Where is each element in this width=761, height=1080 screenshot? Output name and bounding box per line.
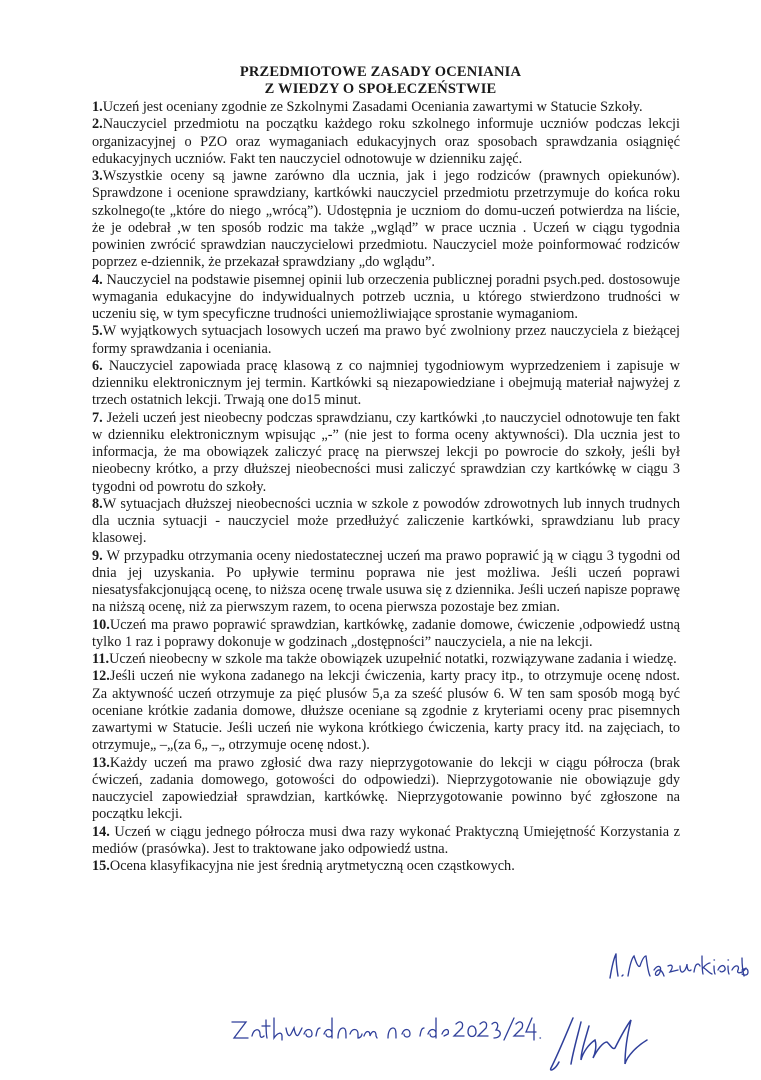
approval-note [228, 1012, 548, 1052]
rule-text: Nauczyciel zapowiada pracę klasową z co najmniej tygodniowym wyprzedzeniem i zapisuje w dzienniku elektronicznym jej termin. Kartkówki są niezapowiedziane i obejmują materiał najwyżej z trzech ostatnich lekcji. Trwają one do15 minut. [92, 357, 680, 409]
rule-item [92, 755, 680, 824]
rule-number: 7. [92, 409, 103, 426]
rule-number: 2. [92, 116, 103, 133]
rule-text: Nauczyciel przedmiotu na początku każdego roku szkolnego informuje uczniów podczas lekcji organizacyjnej o PZO oraz wymaganiach edukacyjnych oraz sposobach sprawdzania osiągnięć edukacyjnych uczniów. Fakt ten nauczyciel odnotowuje w dzienniku zajęć. [92, 116, 680, 167]
rule-text: Nauczyciel na podstawie pisemnej opinii lub orzeczenia publicznej poradni psych.ped. dostosowuje wymagania edukacyjne do indywidualnych potrzeb ucznia, u którego stwierdzono trudności w uczeniu się, w tym specyficzne trudności uniemożliwiające sprostanie wymaganiom. [92, 271, 680, 322]
rule-text: Wszystkie oceny są jawne zarówno dla ucznia, jak i jego rodziców (prawnych opiekunów). Sprawdzone i ocenione sprawdziany, kartkówki nauczyciel przedmiotu przetrzymuje do końca roku szkolnego(te „które do niego „wrócą”). Udostępnia je uczniom do domu-uczeń potwierdza na liście, że je odebrał ,w ten sposób rodzic ma także „wgląd” w prace ucznia . Uczeń w ciągu tygodnia powinien zwrócić sprawdzian nauczycielowi przedmiotu. Nauczyciel może poinformować rodziców poprzez e-dziennik, że przekazał sprawdziany „do wglądu”. [92, 168, 680, 271]
rule-item [92, 323, 680, 358]
rule-number: 11. [92, 651, 110, 667]
rule-item [92, 496, 680, 548]
rule-item [92, 99, 680, 116]
document-title-line-1: PRZEDMIOTOWE ZASADY OCENIANIA [239, 64, 522, 80]
rule-item [92, 858, 680, 875]
rule-item [92, 548, 680, 617]
rule-number: 9. [92, 547, 103, 564]
rule-number: 15. [92, 858, 110, 874]
rule-number: 5. [92, 323, 103, 340]
rule-item [92, 358, 680, 410]
rule-item [92, 272, 680, 324]
rule-text: W sytuacjach dłuższej nieobecności ucznia w szkole z powodów zdrowotnych lub innych trudnych dla ucznia sytuacji - nauczyciel może przedłużyć zaliczenie kartkówki, sprawdzianu lub pracy klasowej. [92, 495, 680, 547]
document-title-line-2: Z WIEDZY O SPOŁECZEŃSTWIE [264, 81, 497, 97]
rule-number: 3. [92, 168, 103, 184]
rule-number: 8. [92, 495, 103, 512]
approver-signature [545, 1012, 655, 1074]
rule-number: 4. [92, 271, 103, 288]
rule-text: Uczeń jest oceniany zgodnie ze Szkolnymi Zasadami Oceniania zawartymi w Statucie Szkoły. [102, 99, 643, 115]
rule-text: Uczeń ma prawo poprawić sprawdzian, kartkówkę, zadanie domowe, ćwiczenie ,odpowiedź ustną tylko 1 raz i poprawy dokonuje w godzinach „dostępności” nauczyciela, a nie na lekcji. [92, 616, 680, 650]
rule-text: W wyjątkowych sytuacjach losowych uczeń ma prawo być zwolniony przez nauczyciela z bieżącej formy sprawdzania i oceniania. [92, 323, 680, 357]
rule-text: Jeśli uczeń nie wykona zadanego na lekcji ćwiczenia, karty pracy itp., to otrzymuje ocenę ndost. Za aktywność uczeń otrzymuje za pięć plusów 5,a za sześć plusów 6. W ten sam sposób mogą być oceniane krótkie zadania domowe, dłuższe oceniane są zgodnie z kryteriami oceny prac pisemnych zawartymi w Statucie. Jeśli uczeń nie wykona krótkiego ćwiczenia, karty pracy itd. na zajęciach, to otrzymuje„ –„(za 6„ –„ otrzymuje ocenę ndost.). [92, 668, 680, 754]
rule-item [92, 410, 680, 496]
teacher-signature [604, 948, 754, 984]
rule-number: 14. [92, 823, 110, 840]
rule-item [92, 116, 680, 168]
rule-item [92, 168, 680, 272]
rule-text: Każdy uczeń ma prawo zgłosić dwa razy nieprzygotowanie do lekcji w ciągu półrocza (brak ćwiczeń, zadania domowego, gotowości do odpowiedzi). Nieprzygotowanie nie obowiązuje gdy nauczyciel zapowiedział sprawdzian, kartkówkę. Nieprzygotowanie powinno być zgłoszone na początku lekcji. [92, 754, 680, 823]
rule-number: 6. [92, 357, 103, 374]
rule-number: 1. [92, 99, 103, 115]
rule-text: Jeżeli uczeń jest nieobecny podczas sprawdzianu, czy kartkówki ,to nauczyciel odnotowuje ten fakt w dzienniku elektronicznym wpisując „-” (nie jest to forma oceny aktywności). Dla ucznia jest to informacja, że ma obowiązek zaliczyć pracę na pierwszej lekcji po powrocie do szkoły, jeśli był nieobecny krótko, a przy dłuższej nieobecności musi zaliczyć sprawdzian czy kartkówkę w ciągu 3 tygodni od powrotu do szkoły. [92, 409, 680, 495]
rule-item [92, 617, 680, 652]
rule-item [92, 668, 680, 754]
rule-text: Ocena klasyfikacyjna nie jest średnią arytmetyczną ocen cząstkowych. [109, 858, 515, 874]
rule-text: W przypadku otrzymania oceny niedostatecznej uczeń ma prawo poprawić ją w ciągu 3 tygodni od dnia jej uzyskania. Po upływie terminu poprawa nie jest możliwa. Jeśli uczeń poprawi niesatysfakcjonującą ocenę, to niższa ocenę trwale usuwa się z dziennika. Jeśli uczeń napisze poprawę na niższą ocenę, niż za pierwszym razem, to ocena pierwsza pozostaje bez zmian. [92, 547, 680, 616]
rule-text: Uczeń nieobecny w szkole ma także obowiązek uzupełnić notatki, rozwiązywane zadania i wiedzę. [109, 651, 677, 667]
rules-list [92, 99, 680, 875]
rule-number: 10. [92, 616, 110, 633]
rule-item [92, 651, 680, 668]
rule-number: 12. [92, 668, 110, 685]
rule-number: 13. [92, 754, 110, 771]
rule-item [92, 824, 680, 859]
rule-text: Uczeń w ciągu jednego półrocza musi dwa razy wykonać Praktyczną Umiejętność Korzystania z mediów (prasówka). Jest to traktowane jako odpowiedź ustna. [92, 823, 680, 857]
